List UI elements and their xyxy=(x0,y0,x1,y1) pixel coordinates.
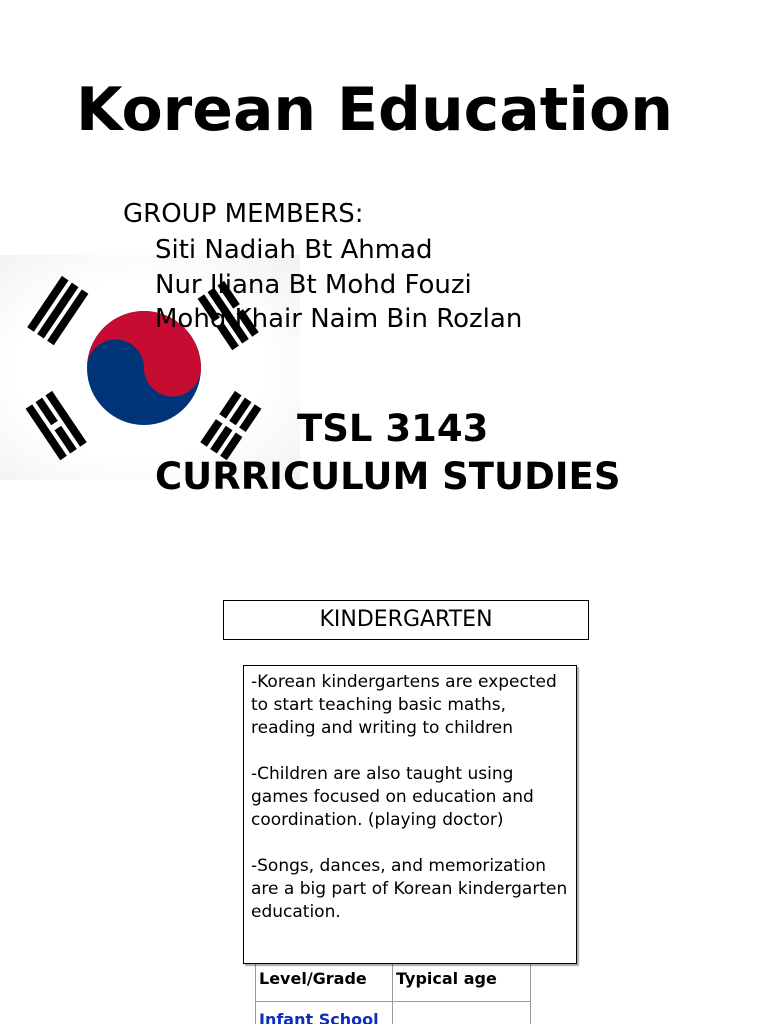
kindergarten-note: -Songs, dances, and memorization are a big part of Korean kindergarten education. xyxy=(251,856,568,922)
table-cell-age xyxy=(393,1002,531,1024)
group-members-heading: GROUP MEMBERS: xyxy=(123,199,364,229)
education-levels-table xyxy=(255,960,531,1024)
table-header-level: Level/Grade xyxy=(256,961,393,1002)
group-members xyxy=(123,197,522,337)
member-name: Siti Nadiah Bt Ahmad xyxy=(155,235,433,265)
kindergarten-note: -Korean kindergartens are expected to start teaching basic maths, reading and writing to children xyxy=(251,672,557,738)
trigram-ri xyxy=(26,391,87,460)
kindergarten-notes-box xyxy=(243,665,577,964)
table-row xyxy=(256,1002,531,1024)
course-name: CURRICULUM STUDIES xyxy=(155,455,621,498)
member-name: Mohd Khair Naim Bin Rozlan xyxy=(155,304,523,334)
kindergarten-heading-box xyxy=(223,600,589,640)
member-name: Nur Iliana Bt Mohd Fouzi xyxy=(155,269,472,300)
kindergarten-note: -Children are also taught using games focused on education and coordination. (playing doctor) xyxy=(251,764,534,830)
table-header-row xyxy=(256,961,531,1002)
course-info xyxy=(155,405,620,501)
members-list xyxy=(123,233,522,337)
trigram-geon xyxy=(27,276,88,345)
kindergarten-heading: KINDERGARTEN xyxy=(319,607,493,632)
slide-title: Korean Education xyxy=(76,75,673,145)
table-header-age: Typical age xyxy=(393,961,531,1002)
infant-school-link[interactable]: Infant School xyxy=(256,1002,393,1024)
course-code: TSL 3143 xyxy=(297,407,489,450)
